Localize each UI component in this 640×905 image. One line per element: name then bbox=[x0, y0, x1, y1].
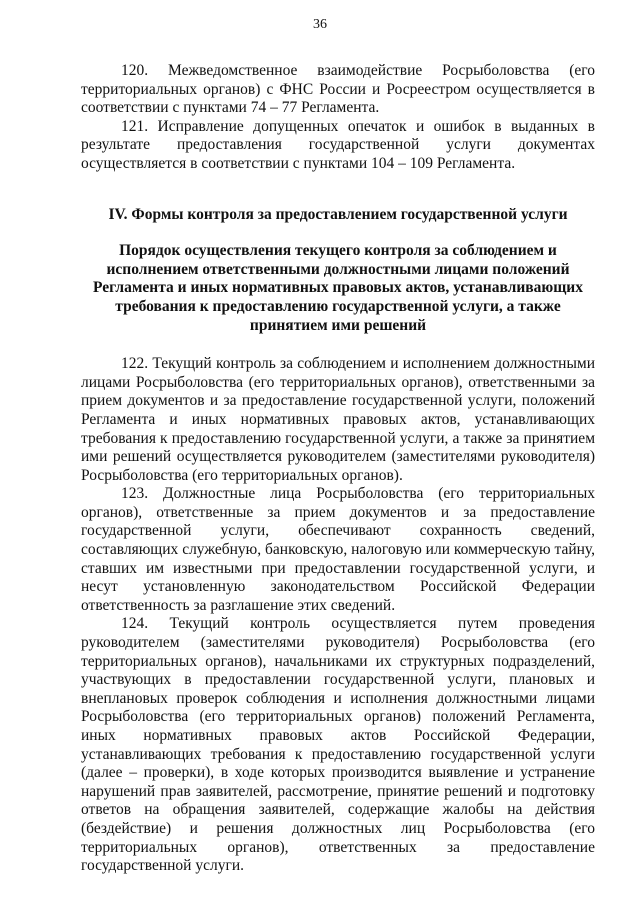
paragraph-121: 121. Исправление допущенных опечаток и ошибок в выданных в результате предоставления государственной услуги документах осуществляется в соответствии с пунктами 104 – 109 Регламента. bbox=[81, 117, 595, 172]
paragraph-123: 123. Должностные лица Росрыболовства (его территориальных органов), ответственные за прием документов и за предоставление государственной услуги, обеспечивают сохранность сведений, составляющих служебную, банковскую, налоговую или коммерческую тайну, ставших им известными при предоставлении государственной услуги, и несут установленную законодательством Российской Федерации ответственность за разглашение этих сведений. bbox=[81, 485, 595, 614]
paragraph-124: 124. Текущий контроль осуществляется путем проведения руководителем (заместителями руководителя) Росрыболовства (его территориальных органов), начальниками их структурных подразделений, участвующих в предоставлении государственной услуги, плановых и внеплановых проверок соблюдения и исполнения должностными лицами Росрыболовства (его территориальных органов) положений Регламента, иных нормативных правовых актов Российской Федерации, устанавливающих требования к предоставлению государственной услуги (далее – проверки), в ходе которых производится выявление и устранение нарушений прав заявителей, рассмотрение, принятие решений и подготовку ответов на обращения заявителей, содержащие жалобы на действия (бездействие) и решения должностных лиц Росрыболовства (его территориальных органов), ответственных за предоставление государственной услуги. bbox=[81, 615, 595, 875]
section-heading: IV. Формы контроля за предоставлением государственной услуги bbox=[108, 205, 568, 223]
document-body bbox=[81, 62, 595, 876]
page-number: 36 bbox=[313, 17, 327, 32]
paragraph-120: 120. Межведомственное взаимодействие Росрыболовства (его территориальных органов) с ФНС России и Росреестром осуществляется в соответствии с пунктами 74 – 77 Регламента. bbox=[81, 62, 595, 117]
paragraph-122: 122. Текущий контроль за соблюдением и исполнением должностными лицами Росрыболовства (его территориальных органов), ответственными за прием документов и за предоставление государственной услуги, положений Регламента и иных нормативных правовых актов, устанавливающих требования к предоставлению государственной услуги, а также за принятием ими решений осуществляется руководителем (заместителями руководителя) Росрыболовства (его территориальных органов). bbox=[81, 355, 595, 484]
subsection-heading: Порядок осуществления текущего контроля за соблюдением и исполнением ответственными должностными лицами положений Регламента и иных нормативных правовых актов, устанавливающих требования к предоставлению государственной услуги, а также принятием ими решений bbox=[93, 242, 583, 334]
